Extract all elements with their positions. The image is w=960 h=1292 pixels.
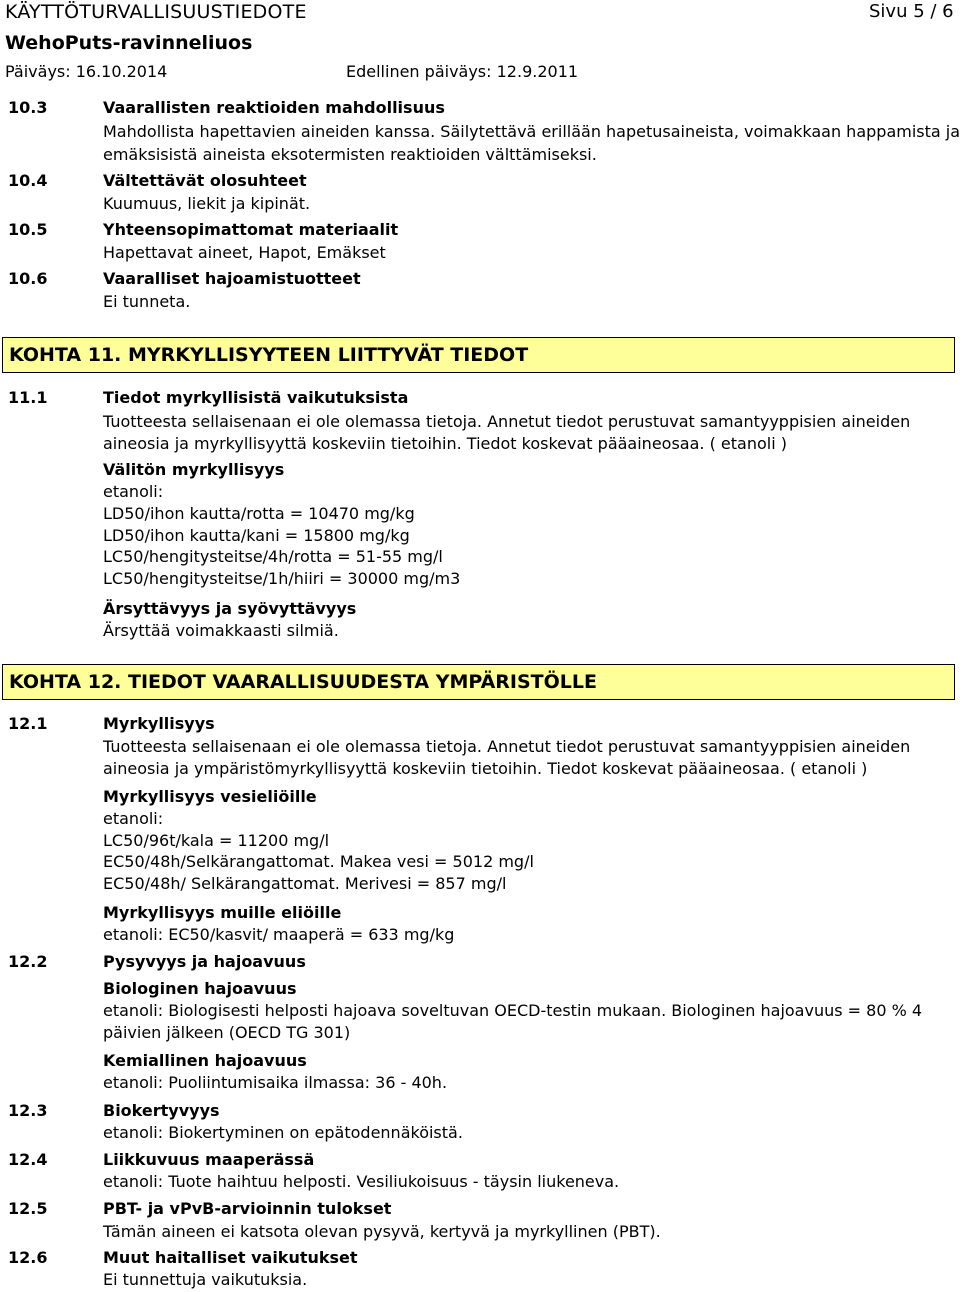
body-text: Tämän aineen ei katsota olevan pysyvä, kertyvä ja myrkyllinen (PBT). [103, 1222, 661, 1241]
subsection-title: Biokertyvyys [103, 1101, 220, 1120]
body-text: etanoli: Biokertyminen on epätodennäköistä. [103, 1123, 463, 1142]
aquatic-toxicity-title: Myrkyllisyys vesieliöille [103, 787, 317, 806]
body-text: aineosia ja ympäristömyrkyllisyyttä koskeviin tietoihin. Tiedot koskevat pääaineosaa. ( etanoli ) [103, 759, 868, 778]
product-name: WehoPuts-ravinneliuos [5, 32, 253, 54]
toxicity-line: LD50/ihon kautta/rotta = 10470 mg/kg [103, 504, 415, 523]
subsection-title: Muut haitalliset vaikutukset [103, 1248, 358, 1267]
body-text: aineosia ja myrkyllisyyttä koskeviin tietoihin. Tiedot koskevat pääaineosaa. ( etanoli ) [103, 434, 787, 453]
body-text: Tuotteesta sellaisenaan ei ole olemassa tietoja. Annetut tiedot perustuvat samantyyppisien aineiden [103, 412, 911, 431]
toxicity-line: etanoli: EC50/kasvit/ maaperä = 633 mg/kg [103, 925, 455, 944]
subsection-number: 10.4 [8, 171, 48, 190]
body-text: etanoli: Biologisesti helposti hajoava soveltuvan OECD-testin mukaan. Biologinen hajoavuus = 80 % 4 [103, 1001, 923, 1020]
subsection-title: PBT- ja vPvB-arvioinnin tulokset [103, 1199, 392, 1218]
toxicity-line: LC50/hengitysteitse/1h/hiiri = 30000 mg/m3 [103, 569, 461, 588]
subsection-number: 12.5 [8, 1199, 48, 1218]
chemical-degradation-title: Kemiallinen hajoavuus [103, 1051, 307, 1070]
document-title: KÄYTTÖTURVALLISUUSTIEDOTE [5, 1, 307, 23]
section-12-heading: KOHTA 12. TIEDOT VAARALLISUUDESTA YMPÄRISTÖLLE [9, 671, 597, 693]
body-text: Kuumuus, liekit ja kipinät. [103, 194, 311, 213]
subsection-title: Vaarallisten reaktioiden mahdollisuus [103, 98, 445, 117]
body-text: Hapettavat aineet, Hapot, Emäkset [103, 243, 386, 262]
body-text: emäksisistä aineista eksotermisten reaktioiden välttämiseksi. [103, 145, 597, 164]
body-text: etanoli: Puoliintumisaika ilmassa: 36 - 40h. [103, 1073, 448, 1092]
subsection-title: Yhteensopimattomat materiaalit [103, 220, 399, 239]
toxicity-line: EC50/48h/Selkärangattomat. Makea vesi = 5012 mg/l [103, 852, 534, 871]
body-text: Ei tunneta. [103, 292, 191, 311]
subsection-number: 11.1 [8, 388, 48, 407]
subsection-title: Pysyvyys ja hajoavuus [103, 952, 306, 971]
acute-toxicity-title: Välitön myrkyllisyys [103, 460, 285, 479]
toxicity-line: etanoli: [103, 482, 164, 501]
subsection-number: 12.1 [8, 714, 48, 733]
body-text: etanoli: Tuote haihtuu helposti. Vesiliukoisuus - täysin liukeneva. [103, 1172, 620, 1191]
irritation-title: Ärsyttävyys ja syövyttävyys [103, 599, 357, 618]
subsection-number: 12.4 [8, 1150, 48, 1169]
body-text: Ei tunnettuja vaikutuksia. [103, 1270, 308, 1289]
toxicity-line: LC50/96t/kala = 11200 mg/l [103, 831, 330, 850]
body-text: Ärsyttää voimakkaasti silmiä. [103, 621, 339, 640]
subsection-title: Vaaralliset hajoamistuotteet [103, 269, 361, 288]
subsection-number: 12.3 [8, 1101, 48, 1120]
biodegradation-title: Biologinen hajoavuus [103, 979, 297, 998]
toxicity-line: LC50/hengitysteitse/4h/rotta = 51-55 mg/l [103, 547, 443, 566]
subsection-title: Tiedot myrkyllisistä vaikutuksista [103, 388, 409, 407]
other-organisms-title: Myrkyllisyys muille eliöille [103, 903, 342, 922]
toxicity-line: LD50/ihon kautta/kani = 15800 mg/kg [103, 526, 410, 545]
subsection-title: Vältettävät olosuhteet [103, 171, 307, 190]
body-text: Tuotteesta sellaisenaan ei ole olemassa tietoja. Annetut tiedot perustuvat samantyyppisien aineiden [103, 737, 911, 756]
section-11-heading-bar [2, 337, 955, 373]
page-number: Sivu 5 / 6 [869, 1, 954, 22]
subsection-number: 10.3 [8, 98, 48, 117]
revision-date: Päiväys: 16.10.2014 [5, 62, 168, 81]
body-text: päivien jälkeen (OECD TG 301) [103, 1023, 351, 1042]
subsection-number: 12.2 [8, 952, 48, 971]
section-12-heading-bar [2, 664, 955, 700]
subsection-title: Liikkuvuus maaperässä [103, 1150, 315, 1169]
toxicity-line: etanoli: [103, 809, 164, 828]
toxicity-line: EC50/48h/ Selkärangattomat. Merivesi = 857 mg/l [103, 874, 507, 893]
subsection-title: Myrkyllisyys [103, 714, 215, 733]
subsection-number: 10.5 [8, 220, 48, 239]
subsection-number: 12.6 [8, 1248, 48, 1267]
section-11-heading: KOHTA 11. MYRKYLLISYYTEEN LIITTYVÄT TIEDOT [9, 344, 529, 366]
subsection-number: 10.6 [8, 269, 48, 288]
previous-revision-date: Edellinen päiväys: 12.9.2011 [346, 62, 579, 81]
body-text: Mahdollista hapettavien aineiden kanssa. Säilytettävä erillään hapetusaineista, voimakkaan happamista ja [103, 122, 960, 141]
